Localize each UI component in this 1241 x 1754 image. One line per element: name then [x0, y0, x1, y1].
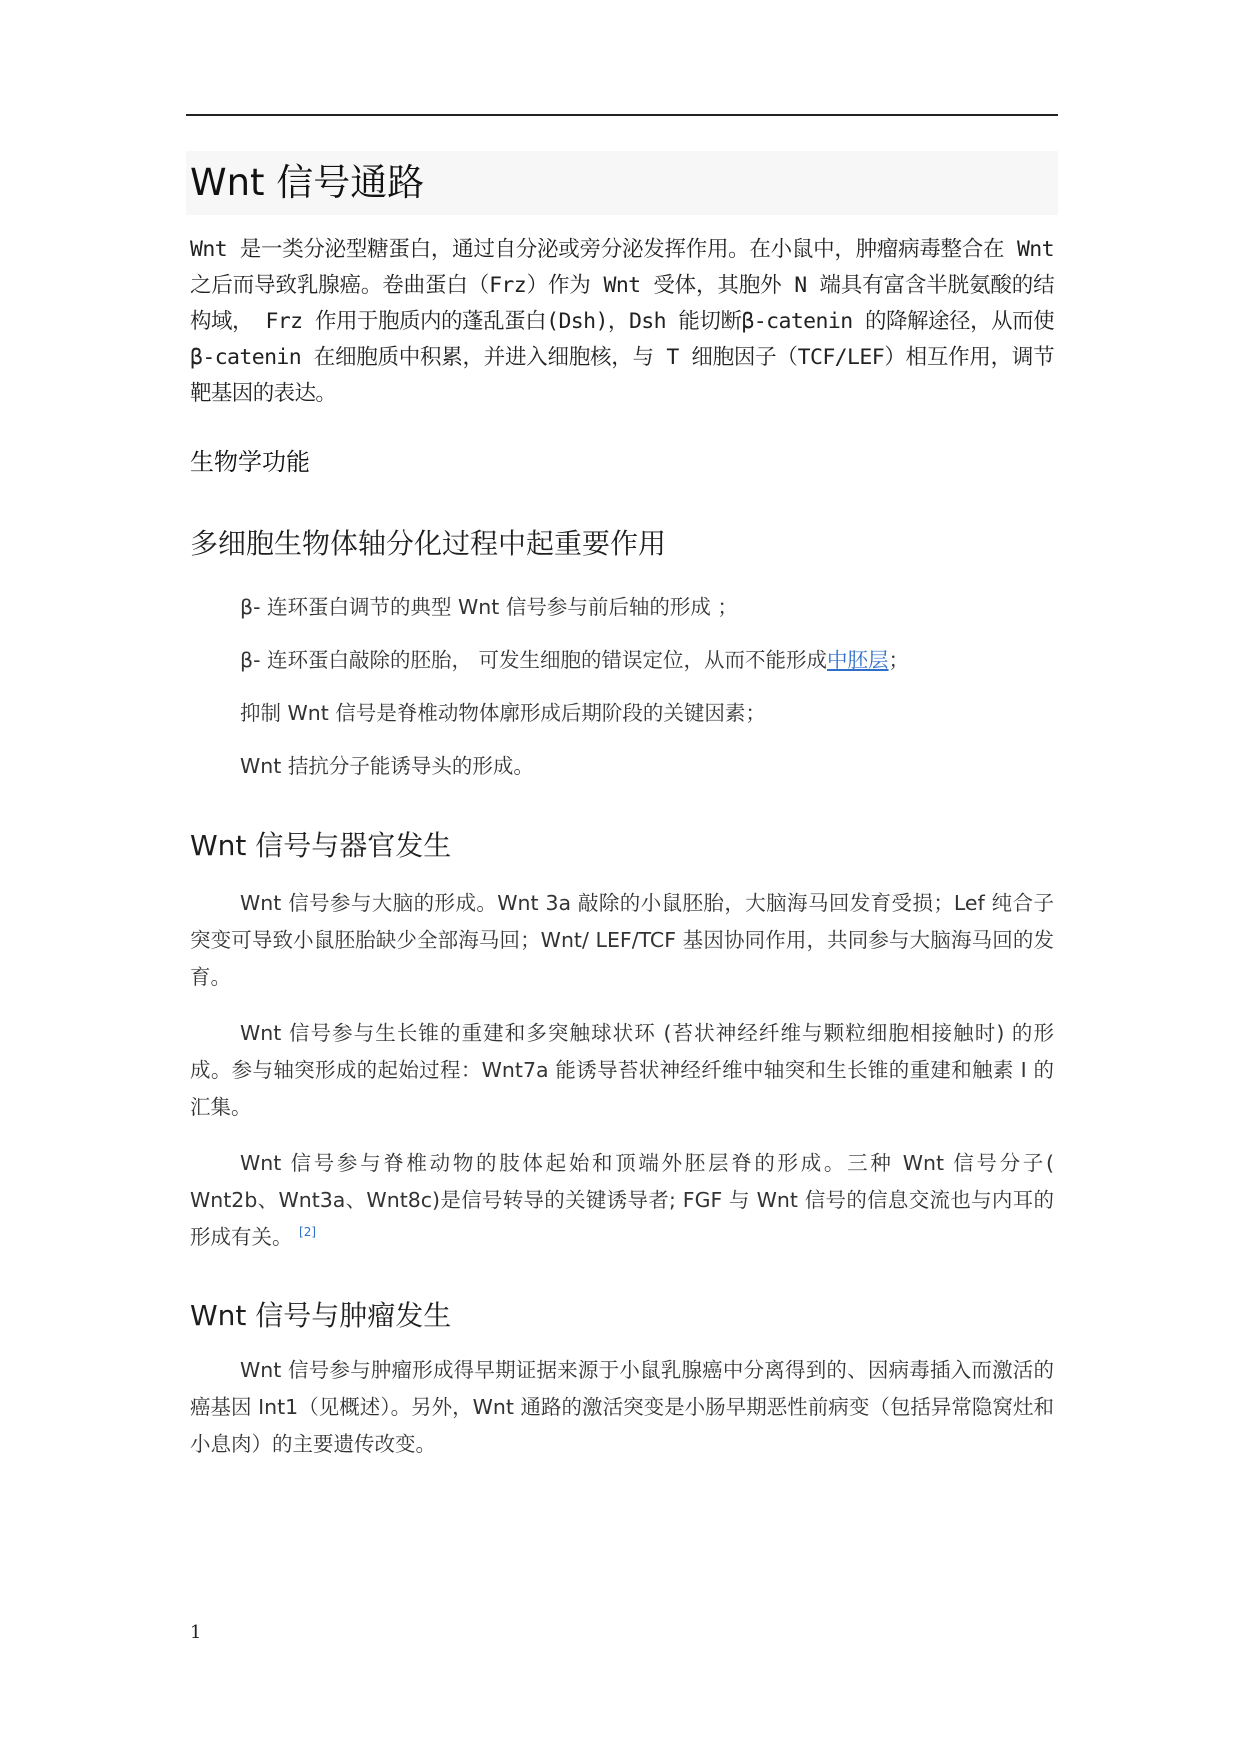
section-heading-tumor: Wnt 信号与肿瘤发生 [190, 1299, 452, 1332]
organ-paragraph-brain: Wnt 信号参与大脑的形成。Wnt 3a 敲除的小鼠胚胎，大脑海马回发育受损；Lef 纯合子突变可导致小鼠胚胎缺少全部海马回；Wnt/ LEF/TCF 基因协同作用，共同参与大脑海马回的发育。 [190, 891, 1054, 989]
section-heading-axis: 多细胞生物体轴分化过程中起重要作用 [190, 527, 667, 560]
list-item: β- 连环蛋白调节的典型 Wnt 信号参与前后轴的形成 ； [240, 595, 738, 619]
organ-paragraph-limb-text: Wnt 信号参与脊椎动物的肢体起始和顶端外胚层脊的形成。三种 Wnt 信号分子( Wnt2b、Wnt3a、Wnt8c)是信号转导的关键诱导者; FGF 与 Wnt 信号的信息交流也与内耳的形成有关。 [190, 1151, 1054, 1249]
list-item-end: ； [888, 648, 910, 672]
mesoderm-link[interactable]: 中胚层 [827, 648, 889, 672]
list-item: Wnt 拮抗分子能诱导头的形成。 [240, 754, 534, 778]
section-heading-organ: Wnt 信号与器官发生 [190, 829, 452, 862]
tumor-paragraph: Wnt 信号参与肿瘤形成得早期证据来源于小鼠乳腺癌中分离得到的、因病毒插入而激活的癌基因 Int1（见概述）。另外，Wnt 通路的激活突变是小肠早期恶性前病变（包括异常隐窝灶和小息肉）的主要遗传改变。 [190, 1358, 1054, 1456]
list-item-text: β- 连环蛋白敲除的胚胎， 可发生细胞的错误定位，从而不能形成 [240, 648, 828, 672]
page-number: 1 [190, 1622, 202, 1643]
list-item: 抑制 Wnt 信号是脊椎动物体廓形成后期阶段的关键因素； [240, 701, 766, 725]
intro-paragraph: Wnt 是一类分泌型糖蛋白，通过自分泌或旁分泌发挥作用。在小鼠中，肿瘤病毒整合在 Wnt 之后而导致乳腺癌。卷曲蛋白（Frz）作为 Wnt 受体，其胞外 N 端具有富含半胱氨酸的结构域， Frz 作用于胞质内的蓬乱蛋白(Dsh)，Dsh 能切断β-catenin 的降解途径，从而使β-catenin 在细胞质中积累，并进入细胞核，与 T 细胞因子（TCF/LEF）相互作用，调节靶基因的表达。 [190, 237, 1054, 406]
organ-paragraph-growth-cone: Wnt 信号参与生长锥的重建和多突触球状环 (苔状神经纤维与颗粒细胞相接触时) 的形成。参与轴突形成的起始过程：Wnt7a 能诱导苔状神经纤维中轴突和生长锥的重建和触素 I 的汇集。 [190, 1021, 1054, 1119]
organ-paragraph-limb [190, 1145, 1054, 1256]
section-heading-bio-function: 生物学功能 [190, 448, 310, 476]
citation-link[interactable]: [2] [299, 1225, 317, 1240]
header-rule [186, 114, 1058, 116]
list-item [240, 645, 909, 675]
page-title: Wnt 信号通路 [190, 161, 425, 204]
